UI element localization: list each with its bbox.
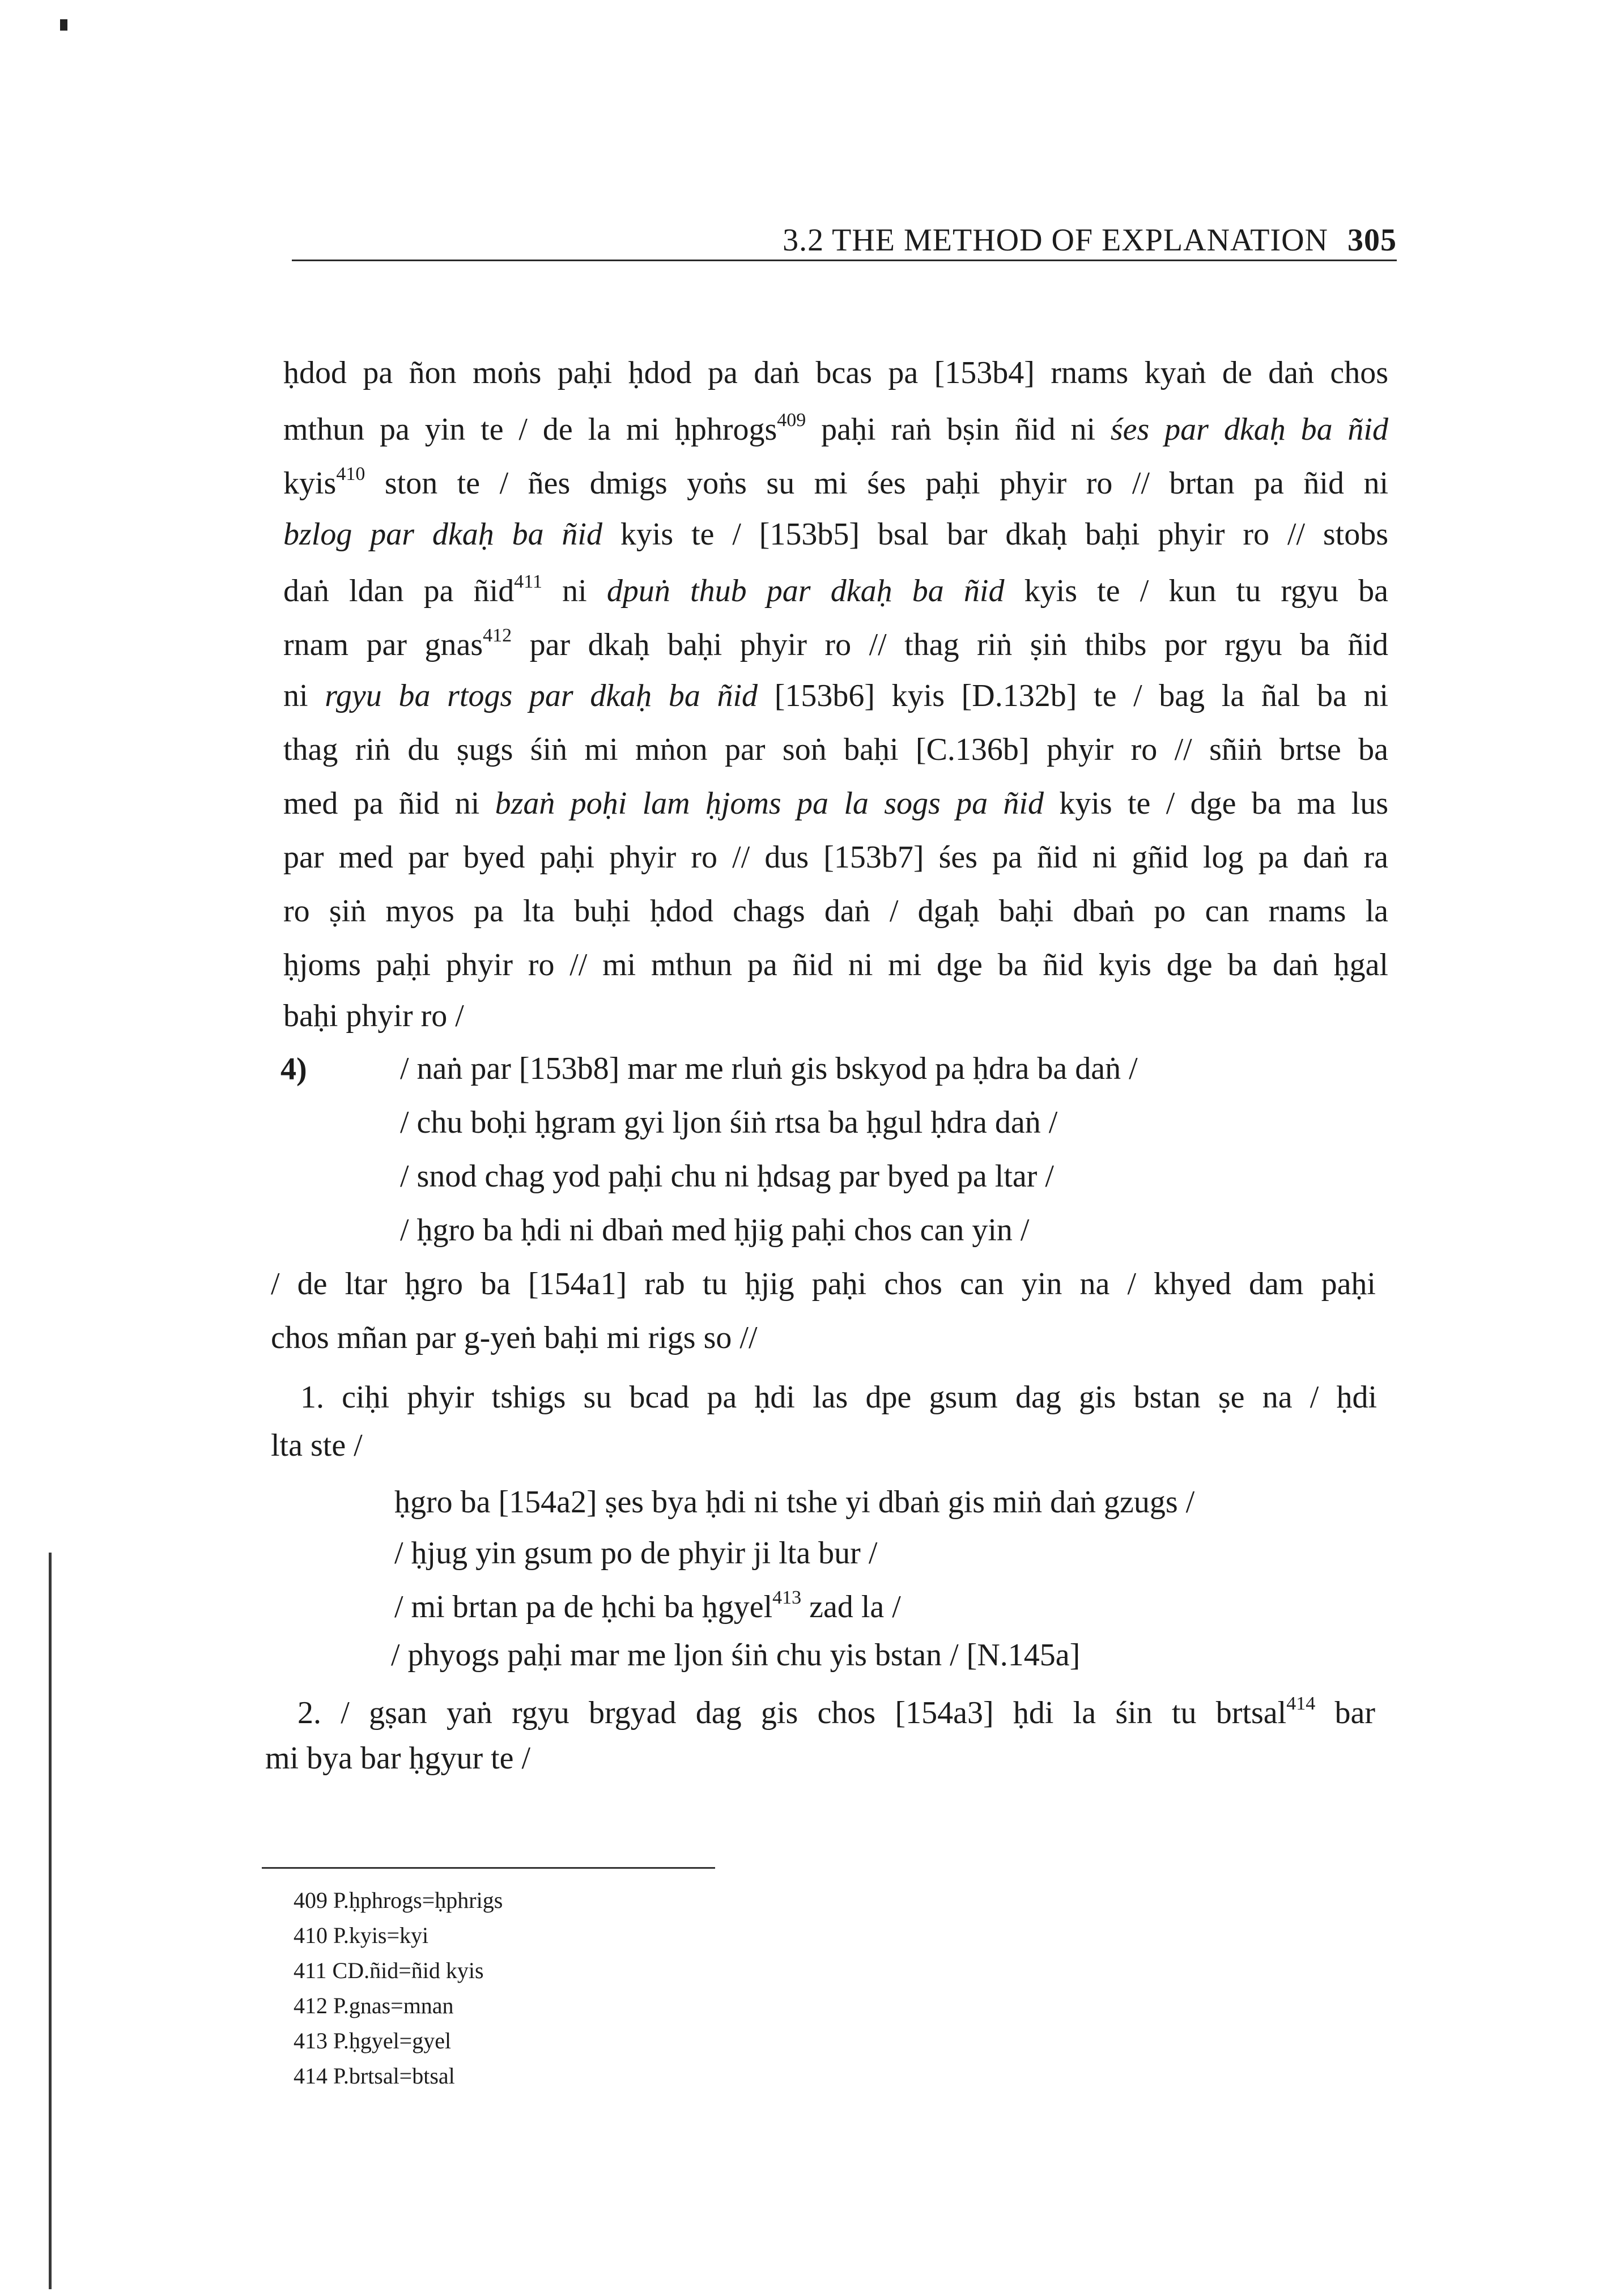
footnote-rule bbox=[262, 1867, 715, 1869]
section-number: 4) bbox=[280, 1052, 307, 1087]
body-line: ḥjoms paḥi phyir ro // mi mthun pa ñid ni mi dge ba ñid kyis dge ba daṅ ḥgal bbox=[283, 947, 1388, 983]
verse-line: / ḥjug yin gsum po de phyir ji lta bur / bbox=[394, 1536, 878, 1571]
footnote: 410 P.kyis=kyi bbox=[294, 1923, 429, 1948]
body-line: mi bya bar ḥgyur te / bbox=[265, 1741, 531, 1776]
body-line: baḥi phyir ro / bbox=[283, 998, 464, 1034]
running-title: 3.2 THE METHOD OF EXPLANATION bbox=[783, 223, 1328, 258]
scan-spine-shadow bbox=[49, 1553, 52, 2289]
body-line: daṅ ldan pa ñid$^{411}$ ni dpuṅ thub par dkaḥ ba ñid kyis te / kun tu rgyu ba bbox=[283, 571, 1389, 609]
body-line: mthun pa yin te / de la mi ḥphrogs$^{409}$ paḥi raṅ bṣin ñid ni śes par dkaḥ ba ñid bbox=[283, 410, 1388, 447]
body-line: ḥdod pa ñon moṅs paḥi ḥdod pa daṅ bcas pa [153b4] rnams kyaṅ de daṅ chos bbox=[283, 355, 1388, 390]
verse-line: ḥgro ba [154a2] ṣes bya ḥdi ni tshe yi dbaṅ gis miṅ daṅ gzugs / bbox=[394, 1485, 1195, 1520]
body-line: / de ltar ḥgro ba [154a1] rab tu ḥjig paḥi chos can yin na / khyed dam paḥi bbox=[271, 1266, 1376, 1302]
verse-line: / chu boḥi ḥgram gyi ljon śiṅ rtsa ba ḥgul ḥdra daṅ / bbox=[400, 1105, 1058, 1140]
body-line: ni rgyu ba rtogs par dkaḥ ba ñid [153b6] kyis [D.132b] te / bag la ñal ba ni bbox=[283, 678, 1389, 713]
footnote: 414 P.brtsal=btsal bbox=[294, 2063, 455, 2089]
footnote-ref: 414 bbox=[1286, 1693, 1316, 1714]
footnote-ref: 413 bbox=[772, 1587, 802, 1608]
body-line: chos mñan par g-yeṅ baḥi mi rigs so // bbox=[271, 1320, 758, 1355]
body-line: rnam par gnas$^{412}$ par dkaḥ baḥi phyir ro // thag riṅ ṣiṅ thibs por rgyu ba ñid bbox=[283, 625, 1389, 662]
page-header bbox=[292, 221, 1397, 261]
verse-line: / naṅ par [153b8] mar me rluṅ gis bskyod pa ḥdra ba daṅ / bbox=[400, 1051, 1138, 1086]
footnote: 412 P.gnas=mnan bbox=[294, 1993, 454, 2018]
running-head bbox=[783, 222, 1397, 258]
verse-line: / snod chag yod paḥi chu ni ḥdsag par byed pa ltar / bbox=[400, 1159, 1054, 1194]
page-number: 305 bbox=[1347, 223, 1397, 258]
verse-line: / mi brtan pa de ḥchi ba ḥgyel$^{413}$ zad la / bbox=[394, 1587, 901, 1625]
body-line: par med par byed paḥi phyir ro // dus [153b7] śes pa ñid ni gñid log pa daṅ ra bbox=[283, 840, 1388, 875]
list-item: 1. ciḥi phyir tshigs su bcad pa ḥdi las dpe gsum dag gis bstan ṣe na / ḥdi bbox=[300, 1380, 1377, 1415]
body-line: lta ste / bbox=[271, 1428, 363, 1463]
body-line: kyis$^{410}$ ston te / ñes dmigs yoṅs su mi śes paḥi phyir ro // brtan pa ñid ni bbox=[283, 464, 1388, 501]
footnote: 413 P.ḥgyel=gyel bbox=[294, 2028, 452, 2053]
scan-mark bbox=[60, 19, 67, 31]
verse-line: / phyogs paḥi mar me ljon śiṅ chu yis bstan / [N.145a] bbox=[391, 1638, 1081, 1673]
footnote: 411 CD.ñid=ñid kyis bbox=[294, 1958, 484, 1983]
footnote: 409 P.ḥphrogs=ḥphrigs bbox=[294, 1887, 503, 1913]
footnote-ref: 410 bbox=[336, 464, 365, 484]
body-line: thag riṅ du ṣugs śiṅ mi mṅon par soṅ baḥi [C.136b] phyir ro // sñiṅ brtse ba bbox=[283, 732, 1388, 767]
footnote-ref: 409 bbox=[777, 410, 806, 431]
footnote-ref: 411 bbox=[514, 571, 542, 592]
verse-line: / ḥgro ba ḥdi ni dbaṅ med ḥjig paḥi chos can yin / bbox=[400, 1213, 1030, 1248]
list-item: 2. / gṣan yaṅ rgyu brgyad dag gis chos [154a3] ḥdi la śin tu brtsal$^{414}$ bar bbox=[297, 1693, 1375, 1730]
body-line: med pa ñid ni bzaṅ poḥi lam ḥjoms pa la sogs pa ñid kyis te / dge ba ma lus bbox=[283, 786, 1388, 821]
body-line: ro ṣiṅ myos pa lta buḥi ḥdod chags daṅ / dgaḥ baḥi dbaṅ po can rnams la bbox=[283, 894, 1388, 929]
body-line: bzlog par dkaḥ ba ñid kyis te / [153b5] bsal bar dkaḥ baḥi phyir ro // stobs bbox=[283, 517, 1389, 552]
footnote-ref: 412 bbox=[483, 625, 512, 646]
